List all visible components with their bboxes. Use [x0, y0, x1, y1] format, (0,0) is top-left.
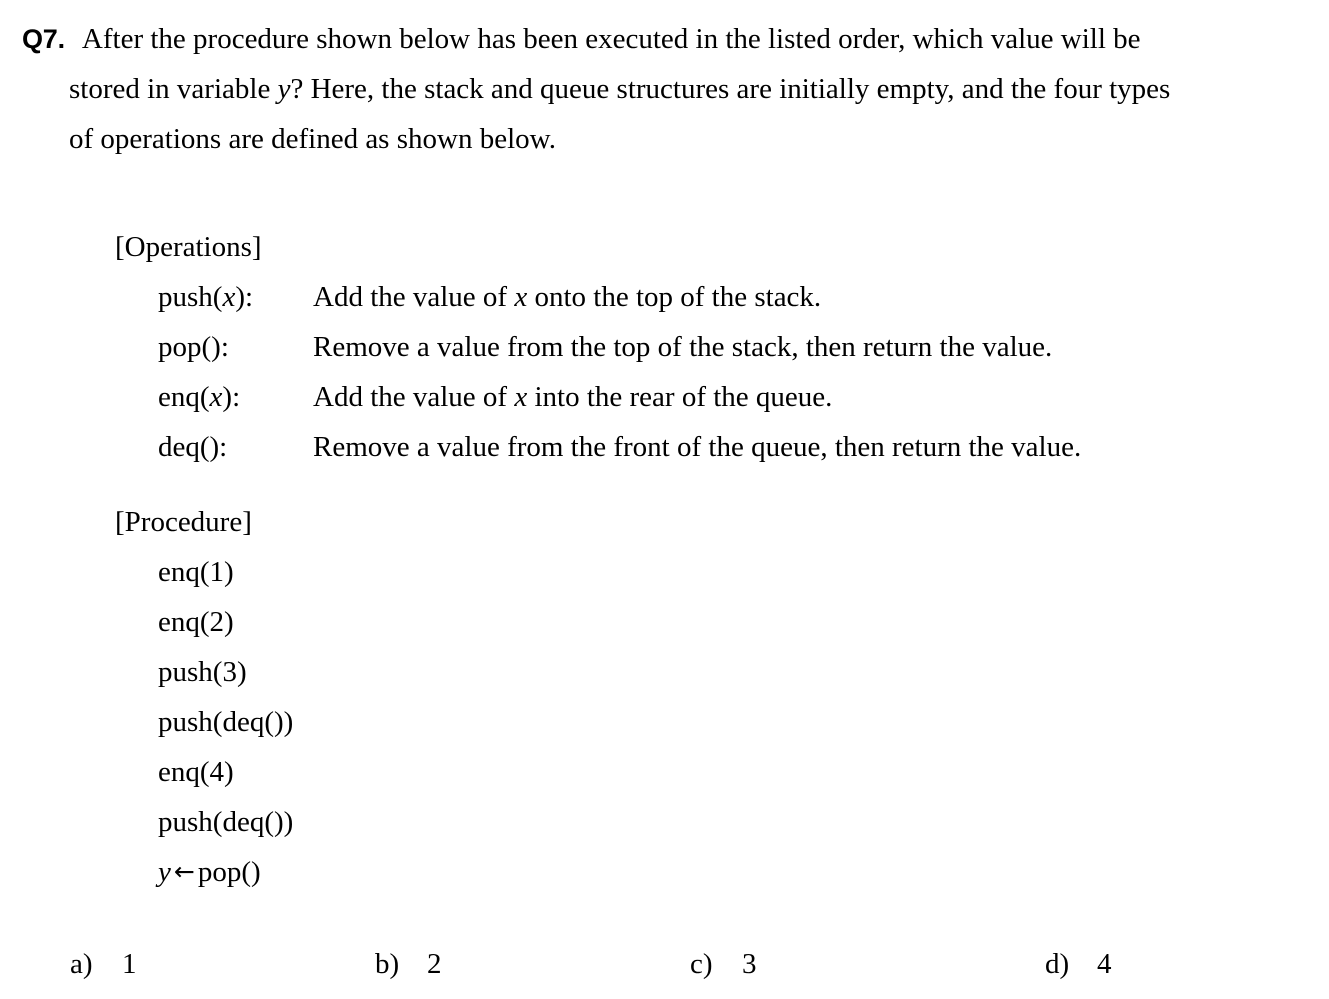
- assignment-target-variable: y: [158, 856, 171, 888]
- question-stem-text-2b: ? Here, the stack and queue structures are initially empty, and the four types: [290, 73, 1171, 105]
- question-stem-line-2: [22, 64, 1317, 114]
- operation-name-suffix: ):: [235, 281, 254, 313]
- answer-choice-label: a): [70, 948, 93, 980]
- operation-name-suffix: ):: [222, 381, 241, 413]
- answer-choice-value: 4: [1097, 948, 1112, 980]
- answer-choice-value: 3: [742, 948, 757, 980]
- answer-choice-label: d): [1045, 948, 1070, 980]
- operation-desc-pre: Add the value of: [313, 381, 515, 413]
- question-stem-line-3: of operations are defined as shown below.: [69, 123, 556, 155]
- operation-description: [313, 372, 1081, 422]
- answer-choice-d[interactable]: [1045, 942, 1112, 987]
- answer-choice-a[interactable]: [70, 942, 137, 987]
- operation-param-x: x: [209, 381, 223, 413]
- operation-name: [158, 372, 313, 422]
- operation-name-prefix: enq(: [158, 381, 210, 413]
- procedure-step: enq(4): [158, 756, 234, 788]
- operation-desc-post: onto the top of the stack.: [527, 281, 822, 313]
- operation-name: [158, 422, 313, 472]
- operation-name: [158, 322, 313, 372]
- operation-name-prefix: pop():: [158, 331, 229, 363]
- operation-param-x: x: [222, 281, 236, 313]
- procedure-step: enq(1): [158, 556, 234, 588]
- question-stem: [22, 14, 1317, 164]
- operation-desc-pre: Remove a value from the front of the queue, then return the value.: [313, 431, 1082, 463]
- question-stem-line-1: [22, 14, 1317, 64]
- left-arrow-icon: ←: [173, 857, 195, 886]
- operations-list: [115, 272, 1081, 472]
- procedure-step: push(3): [158, 656, 247, 688]
- operation-name-prefix: deq():: [158, 431, 228, 463]
- operation-row: [115, 322, 1081, 372]
- operation-desc-var-x: x: [514, 381, 528, 413]
- operations-block: [115, 222, 1081, 472]
- answer-choice-value: 1: [122, 948, 137, 980]
- assignment-call: pop(): [197, 856, 261, 888]
- operation-row: [115, 272, 1081, 322]
- operation-description: [313, 322, 1081, 372]
- operation-desc-pre: Add the value of: [313, 281, 515, 313]
- procedure-step: push(deq()): [158, 806, 294, 838]
- operation-description: [313, 422, 1081, 472]
- variable-y: y: [277, 73, 291, 105]
- procedure-block: [115, 497, 293, 898]
- operations-heading: [Operations]: [115, 231, 262, 263]
- answer-choice-label: b): [375, 948, 400, 980]
- answer-choice-c[interactable]: [690, 942, 757, 987]
- operation-name-prefix: push(: [158, 281, 223, 313]
- operation-name: [158, 272, 313, 322]
- answer-choices: [0, 942, 1329, 987]
- procedure-heading: [Procedure]: [115, 506, 252, 538]
- operation-desc-var-x: x: [514, 281, 528, 313]
- operation-desc-post: into the rear of the queue.: [527, 381, 833, 413]
- procedure-step-assignment: [115, 847, 293, 898]
- question-number-label: Q7.: [22, 24, 65, 54]
- operation-row: [115, 422, 1081, 472]
- operation-desc-pre: Remove a value from the top of the stack, then return the value.: [313, 331, 1053, 363]
- answer-choice-label: c): [690, 948, 713, 980]
- procedure-step: enq(2): [158, 606, 234, 638]
- operation-description: [313, 272, 1081, 322]
- answer-choice-value: 2: [427, 948, 442, 980]
- procedure-list: [115, 547, 293, 898]
- question-stem-text-1: After the procedure shown below has been executed in the listed order, which value will be: [81, 23, 1141, 55]
- procedure-step: push(deq()): [158, 706, 294, 738]
- operation-row: [115, 372, 1081, 422]
- question-stem-text-2a: stored in variable: [69, 73, 278, 105]
- answer-choice-b[interactable]: [375, 942, 442, 987]
